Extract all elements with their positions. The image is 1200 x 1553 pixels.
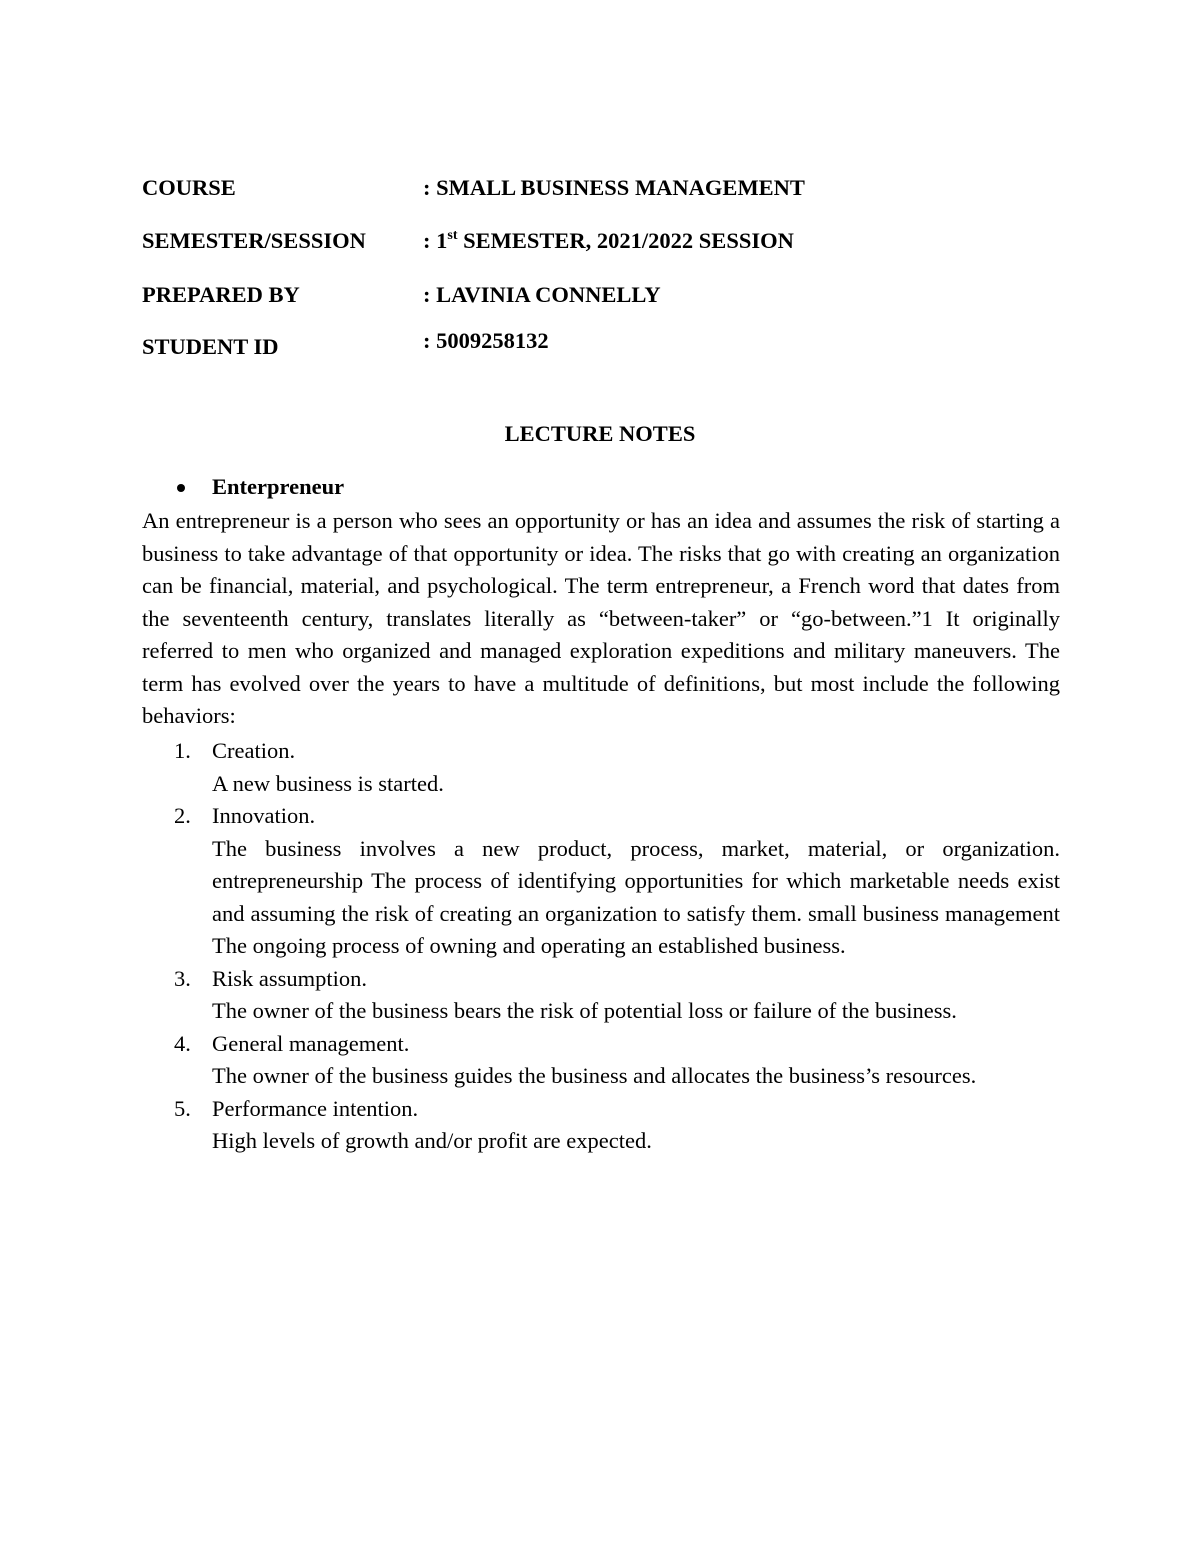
list-item-number: 3.	[174, 965, 191, 991]
list-item-number: 4.	[174, 1030, 191, 1056]
prepared-by-value: : LAVINIA CONNELLY	[423, 282, 661, 307]
course-label: COURSE	[142, 175, 236, 200]
list-item-number: 5.	[174, 1095, 191, 1121]
semester-value-prefix: : 1	[423, 228, 448, 253]
list-item-title: Creation.	[212, 738, 296, 763]
list-item	[142, 1093, 1060, 1158]
list-item	[142, 1028, 1060, 1093]
list-item-text: The owner of the business guides the business and allocates the business’s resources.	[212, 1063, 977, 1088]
semester-ordinal-suffix: st	[447, 228, 458, 243]
list-item-number: 2.	[174, 803, 191, 828]
lecture-notes-heading: LECTURE NOTES	[504, 421, 696, 446]
list-item-title: Innovation.	[212, 803, 316, 828]
behaviors-list	[142, 735, 1060, 1158]
list-item	[142, 735, 1060, 800]
list-item-title: General management.	[212, 1030, 410, 1056]
section-title: Enterpreneur	[212, 474, 345, 499]
course-value: : SMALL BUSINESS MANAGEMENT	[423, 175, 805, 200]
list-item	[142, 963, 1060, 1028]
list-item-title: Performance intention.	[212, 1095, 419, 1121]
student-id-label: STUDENT ID	[142, 334, 279, 359]
list-item-text: High levels of growth and/or profit are expected.	[212, 1128, 652, 1153]
prepared-by-label: PREPARED BY	[142, 282, 300, 307]
semester-session-value	[423, 227, 794, 255]
list-item	[142, 800, 1060, 963]
list-item-text: The business involves a new product, process, market, material, or organization. entrepreneurship The process of identifying opportunities for which marketable needs exist and assuming the risk of creating an organization to satisfy them. small business management The ongoing process of owning and operating an established business.	[212, 835, 1060, 958]
intro-paragraph: An entrepreneur is a person who sees an opportunity or has an idea and assumes the risk of starting a business to take advantage of that opportunity or idea. The risks that go with creating an organization can be financial, material, and psychological. The term entrepreneur, a French word that dates from the seventeenth century, translates literally as “between-taker” or “go-between.”1 It originally referred to men who organized and managed exploration expeditions and military maneuvers. The term has evolved over the years to have a multitude of definitions, but most include the following behaviors:	[142, 508, 1060, 728]
list-item-text: The owner of the business bears the risk of potential loss or failure of the business.	[212, 998, 957, 1023]
list-item-number: 1.	[174, 738, 191, 763]
list-item-title: Risk assumption.	[212, 965, 368, 991]
semester-value-suffix: SEMESTER, 2021/2022 SESSION	[457, 228, 794, 253]
bullet-dot-icon	[177, 484, 185, 492]
list-item-text: A new business is started.	[212, 770, 444, 796]
semester-session-label: SEMESTER/SESSION	[142, 228, 366, 253]
student-id-value: : 5009258132	[423, 328, 549, 353]
